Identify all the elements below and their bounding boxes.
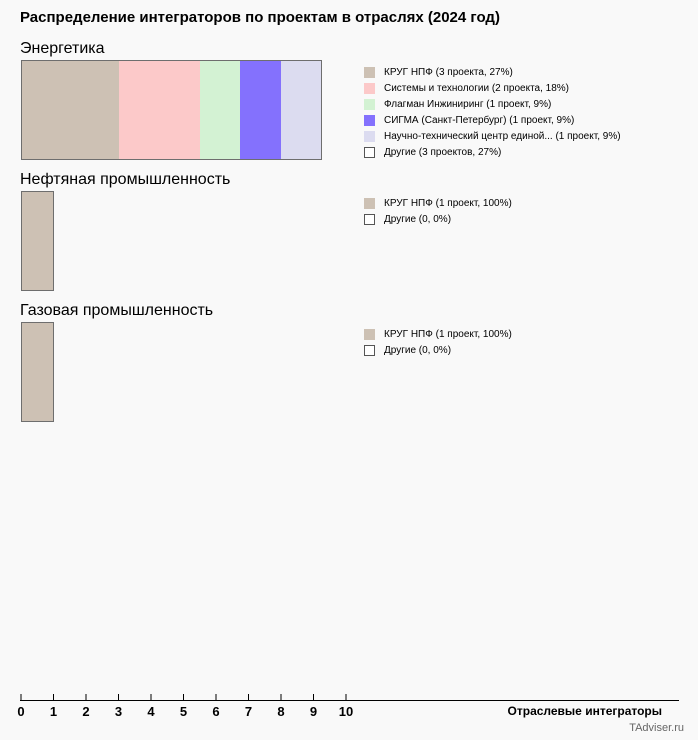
legend-item xyxy=(364,96,621,112)
legend-label: КРУГ НПФ (3 проекта, 27%) xyxy=(384,66,513,78)
bar-segment xyxy=(22,61,119,159)
legend xyxy=(364,64,621,160)
legend-label: КРУГ НПФ (1 проект, 100%) xyxy=(384,197,512,209)
legend xyxy=(364,195,512,227)
bar-segment xyxy=(119,61,200,159)
x-axis-label: Отраслевые интеграторы xyxy=(507,704,662,718)
bar-segment xyxy=(22,192,53,290)
x-tick-label: 3 xyxy=(114,704,123,719)
bar-segment xyxy=(281,61,321,159)
legend-item xyxy=(364,144,621,160)
stacked-bar xyxy=(21,191,54,291)
x-tick-label: 9 xyxy=(309,704,318,719)
legend-swatch xyxy=(364,99,375,110)
x-tick-label: 7 xyxy=(244,704,253,719)
legend-label: Другие (3 проектов, 27%) xyxy=(384,146,502,158)
legend-label: СИГМА (Санкт-Петербург) (1 проект, 9%) xyxy=(384,114,575,126)
x-tick-label: 0 xyxy=(17,704,25,719)
x-tick-label: 10 xyxy=(338,704,354,719)
legend-swatch xyxy=(364,115,375,126)
legend-label: КРУГ НПФ (1 проект, 100%) xyxy=(384,328,512,340)
section-title: Газовая промышленность xyxy=(20,302,214,319)
legend-item xyxy=(364,342,512,358)
legend-label: Научно-технический центр единой... (1 проект, 9%) xyxy=(384,130,621,142)
legend-item xyxy=(364,112,621,128)
legend-swatch xyxy=(364,131,375,142)
x-tick-label: 5 xyxy=(179,704,188,719)
legend-label: Системы и технологии (2 проекта, 18%) xyxy=(384,82,570,94)
legend-item xyxy=(364,326,512,342)
section-title: Энергетика xyxy=(20,40,105,57)
legend-item xyxy=(364,64,621,80)
legend-item xyxy=(364,211,512,227)
legend-item xyxy=(364,195,512,211)
legend-swatch xyxy=(364,329,375,340)
x-tick-label: 8 xyxy=(277,704,285,719)
section-title: Нефтяная промышленность xyxy=(20,171,231,188)
legend-swatch xyxy=(364,345,375,356)
legend-label: Другие (0, 0%) xyxy=(384,344,452,356)
stacked-bar xyxy=(21,322,54,422)
legend-swatch xyxy=(364,83,375,94)
x-tick-label: 1 xyxy=(49,704,58,719)
legend xyxy=(364,326,512,358)
legend-item xyxy=(364,80,621,96)
source-credit: TAdviser.ru xyxy=(629,722,684,734)
x-tick-label: 4 xyxy=(147,704,155,719)
legend-item xyxy=(364,128,621,144)
bar-segment xyxy=(22,323,53,421)
bar-segment xyxy=(240,61,280,159)
legend-swatch xyxy=(364,147,375,158)
legend-swatch xyxy=(364,198,375,209)
stacked-bar xyxy=(21,60,322,160)
legend-swatch xyxy=(364,214,375,225)
legend-swatch xyxy=(364,67,375,78)
bar-segment xyxy=(200,61,240,159)
chart-title: Распределение интеграторов по проектам в отраслях (2024 год) xyxy=(20,9,500,26)
legend-label: Флагман Инжиниринг (1 проект, 9%) xyxy=(384,98,552,110)
legend-label: Другие (0, 0%) xyxy=(384,213,452,225)
x-tick-label: 2 xyxy=(82,704,90,719)
x-tick-label: 6 xyxy=(212,704,220,719)
